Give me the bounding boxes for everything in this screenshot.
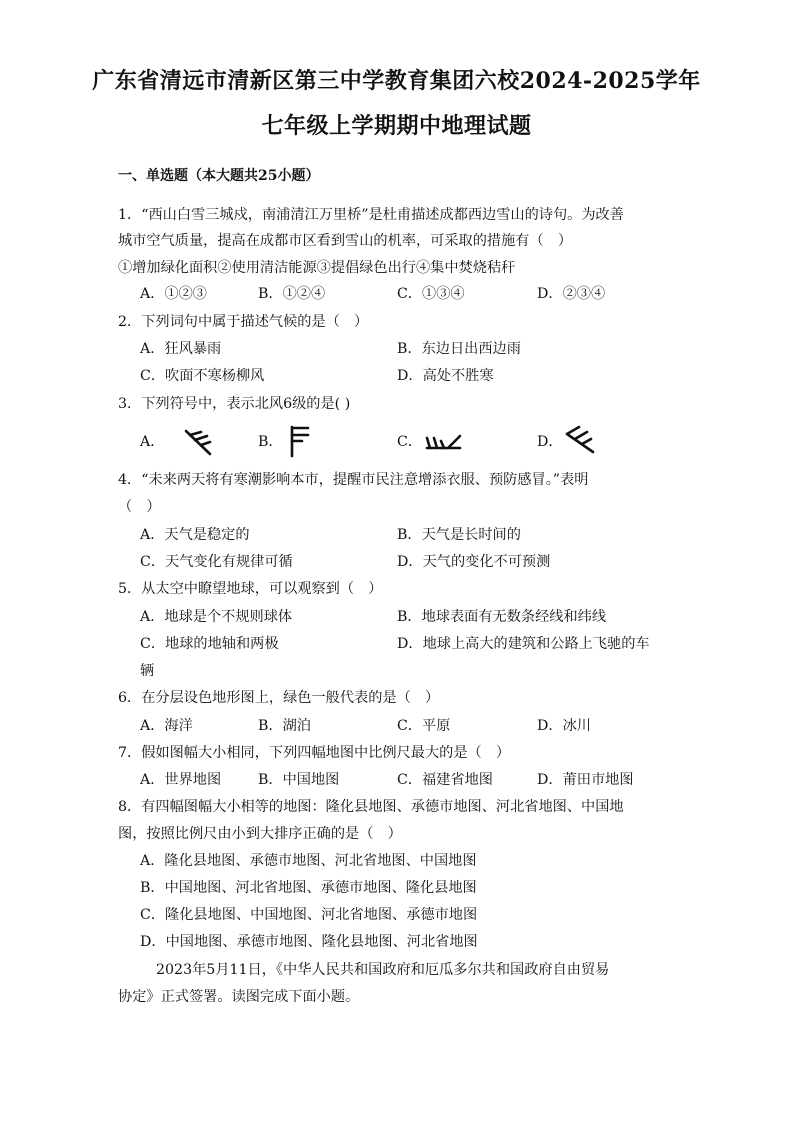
wind-symbol-a-icon [180, 425, 216, 459]
q6-option-a: A．海洋 [140, 718, 193, 734]
q8-option-b: B．中国地图、河北省地图、承德市地图、隆化县地图 [140, 880, 477, 896]
q6-option-b: B．湖泊 [258, 718, 311, 734]
q5-stem: 5．从太空中瞭望地球，可以观察到（ ） [118, 581, 383, 597]
material-intro-line1: 2023年5月11日，《中华人民共和国政府和厄瓜多尔共和国政府自由贸易 [156, 962, 610, 978]
q3-option-b: B． [258, 434, 283, 450]
q5-option-d: D．地球上高大的建筑和公路上飞驰的车 [397, 636, 650, 652]
wind-symbol-c-icon [424, 428, 464, 456]
q1-stem-line2: 城市空气质量，提高在成都市区看到雪山的机率，可采取的措施有（ ） [118, 233, 573, 249]
q2-option-d: D．高处不胜寒 [397, 368, 494, 384]
q1-option-d: D．②③④ [537, 286, 606, 302]
exam-title-line2: 七年级上学期期中地理试题 [261, 113, 532, 139]
q7-stem: 7．假如图幅大小相同，下列四幅地图中比例尺最大的是（ ） [118, 745, 511, 761]
q7-option-b: B．中国地图 [258, 772, 340, 788]
q8-stem-line2: 图，按照比例尺由小到大排序正确的是（ ） [118, 826, 402, 842]
q1-option-a: A．①②③ [140, 286, 207, 302]
q7-option-a: A．世界地图 [140, 772, 222, 788]
q7-option-c: C．福建省地图 [397, 772, 493, 788]
section-heading: 一、单选题（本大题共25小题） [118, 168, 320, 184]
q5-option-a: A．地球是个不规则球体 [140, 609, 293, 625]
q4-option-a: A．天气是稳定的 [140, 527, 250, 543]
q8-option-a: A．隆化县地图、承德市地图、河北省地图、中国地图 [140, 853, 477, 869]
q3-option-a: A． [140, 434, 165, 450]
wind-symbol-d-icon [563, 424, 599, 458]
q2-option-c: C．吹面不寒杨柳风 [140, 368, 265, 384]
q2-option-b: B．东边日出西边雨 [397, 341, 521, 357]
q7-option-d: D．莆田市地图 [537, 772, 634, 788]
q8-stem-line1: 8．有四幅图幅大小相等的地图：隆化县地图、承德市地图、河北省地图、中国地 [118, 799, 624, 815]
q1-stem-line1: 1．“西山白雪三城戍，南浦清江万里桥”是杜甫描述成都西边雪山的诗句。为改善 [118, 207, 624, 223]
q5-option-c: C．地球的地轴和两极 [140, 636, 279, 652]
q2-stem: 2．下列词句中属于描述气候的是（ ） [118, 314, 369, 330]
q8-option-c: C．隆化县地图、中国地图、河北省地图、承德市地图 [140, 907, 478, 923]
q1-option-b: B．①②④ [258, 286, 326, 302]
q4-option-d: D．天气的变化不可预测 [397, 554, 551, 570]
q3-option-d: D． [537, 434, 563, 450]
q4-option-c: C．天气变化有规律可循 [140, 554, 293, 570]
material-intro-line2: 协定》正式签署。读图完成下面小题。 [118, 989, 360, 1005]
wind-symbol-b-icon [286, 424, 316, 460]
q3-option-c: C． [397, 434, 423, 450]
q4-stem-line1: 4．“未来两天将有寒潮影响本市，提醒市民注意增添衣服、预防感冒。”表明 [118, 472, 589, 488]
q4-option-b: B．天气是长时间的 [397, 527, 521, 543]
q4-stem-line2: （ ） [118, 499, 161, 515]
q5-option-b: B．地球表面有无数条经线和纬线 [397, 609, 607, 625]
q1-option-c: C．①③④ [397, 286, 465, 302]
q6-option-d: D．冰川 [537, 718, 591, 734]
q8-option-d: D．中国地图、承德市地图、隆化县地图、河北省地图 [140, 934, 478, 950]
q2-option-a: A．狂风暴雨 [140, 341, 222, 357]
exam-title-line1: 广东省清远市清新区第三中学教育集团六校2024-2025学年 [92, 68, 701, 94]
q6-stem: 6．在分层设色地形图上，绿色一般代表的是（ ） [118, 690, 440, 706]
q6-option-c: C．平原 [397, 718, 451, 734]
q1-stem-line3: ①增加绿化面积②使用清洁能源③提倡绿色出行④集中焚烧秸秆 [118, 260, 516, 276]
q5-option-d-continued: 辆 [140, 663, 155, 679]
q3-stem: 3．下列符号中，表示北风6级的是( ) [118, 396, 351, 412]
